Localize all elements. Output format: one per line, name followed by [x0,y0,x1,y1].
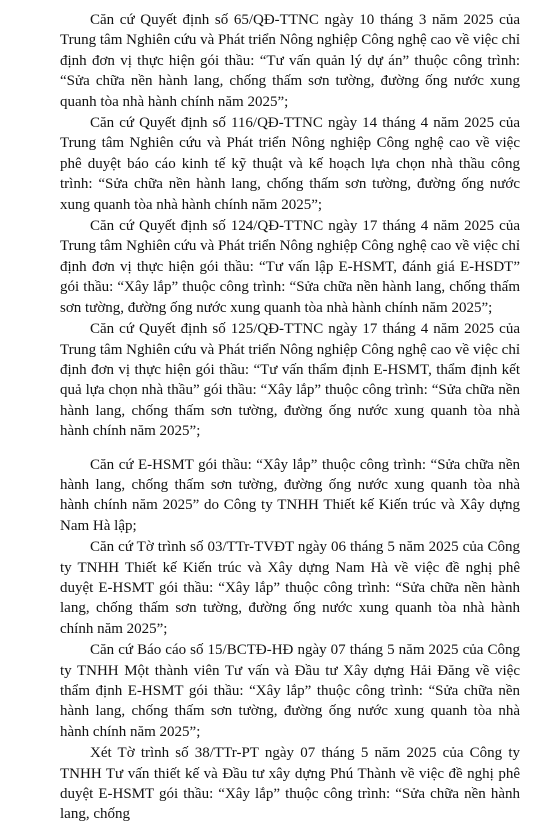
paragraph-submission-03: Căn cứ Tờ trình số 03/TTr-TVĐT ngày 06 tháng 5 năm 2025 của Công ty TNHH Thiết kế Kiến trúc và Xây dựng Nam Hà về việc đề nghị phê duyệt E-HSMT gói thầu: “Xây lắp” thuộc công trình: “Sửa chữa nền hành lang, chống thấm sơn tường, đường ống nước xung quanh tòa nhà hành chính năm 2025”; [60,539,520,637]
paragraph-decision-65: Căn cứ Quyết định số 65/QĐ-TTNC ngày 10 tháng 3 năm 2025 của Trung tâm Nghiên cứu và Phát triển Nông nghiệp Công nghệ cao về việc chỉ định đơn vị thực hiện gói thầu: “Tư vấn quản lý dự án” thuộc công trình: “Sửa chữa nền hành lang, chống thấm sơn tường, đường ống nước xung quanh tòa nhà hành chính năm 2025”; [60,12,520,110]
document-page [60,10,520,826]
paragraph-submission-38: Xét Tờ trình số 38/TTr-PT ngày 07 tháng 5 năm 2025 của Công ty TNHH Tư vấn thiết kế và Đầu tư xây dựng Phú Thành về việc đề nghị phê duyệt E-HSMT gói thầu: “Xây lắp” thuộc công trình: “Sửa chữa nền hành lang, chống [60,745,520,823]
paragraph-decision-125: Căn cứ Quyết định số 125/QĐ-TTNC ngày 17 tháng 4 năm 2025 của Trung tâm Nghiên cứu và Phát triển Nông nghiệp Công nghệ cao về việc chỉ định đơn vị thực hiện gói thầu: “Tư vấn thẩm định E-HSMT, thẩm định kết quả lựa chọn nhà thầu” gói thầu: “Xây lắp” thuộc công trình: “Sửa chữa nền hành lang, chống thấm sơn tường, đường ống nước xung quanh tòa nhà hành chính năm 2025”; [60,321,520,440]
paragraph-ehsmt: Căn cứ E-HSMT gói thầu: “Xây lắp” thuộc công trình: “Sửa chữa nền hành lang, chống thấm sơn tường, đường ống nước xung quanh tòa nhà hành chính năm 2025” do Công ty TNHH Thiết kế Kiến trúc và Xây dựng Nam Hà lập; [60,456,520,534]
paragraph-decision-124: Căn cứ Quyết định số 124/QĐ-TTNC ngày 17 tháng 4 năm 2025 của Trung tâm Nghiên cứu và Phát triển Nông nghiệp Công nghệ cao về việc chỉ định đơn vị thực hiện gói thầu: “Tư vấn lập E-HSMT, đánh giá E-HSDT” gói thầu: “Xây lắp” thuộc công trình: “Sửa chữa nền hành lang, chống thấm sơn tường, đường ống nước xung quanh tòa nhà hành chính năm 2025”; [60,218,520,316]
paragraph-decision-116: Căn cứ Quyết định số 116/QĐ-TTNC ngày 14 tháng 4 năm 2025 của Trung tâm Nghiên cứu và Phát triển Nông nghiệp Công nghệ cao về việc phê duyệt báo cáo kinh tế kỹ thuật và kế hoạch lựa chọn nhà thầu công trình: “Sửa chữa nền hành lang, chống thấm sơn tường, đường ống nước xung quanh tòa nhà hành chính năm 2025”; [60,115,520,213]
paragraph-report-15: Căn cứ Báo cáo số 15/BCTĐ-HĐ ngày 07 tháng 5 năm 2025 của Công ty TNHH Một thành viên Tư vấn và Đầu tư Xây dựng Hải Đăng về việc thẩm định E-HSMT gói thầu: “Xây lắp” thuộc công trình: “Sửa chữa nền hành lang, chống thấm sơn tường, đường ống nước xung quanh tòa nhà hành chính năm 2025”; [60,642,520,740]
